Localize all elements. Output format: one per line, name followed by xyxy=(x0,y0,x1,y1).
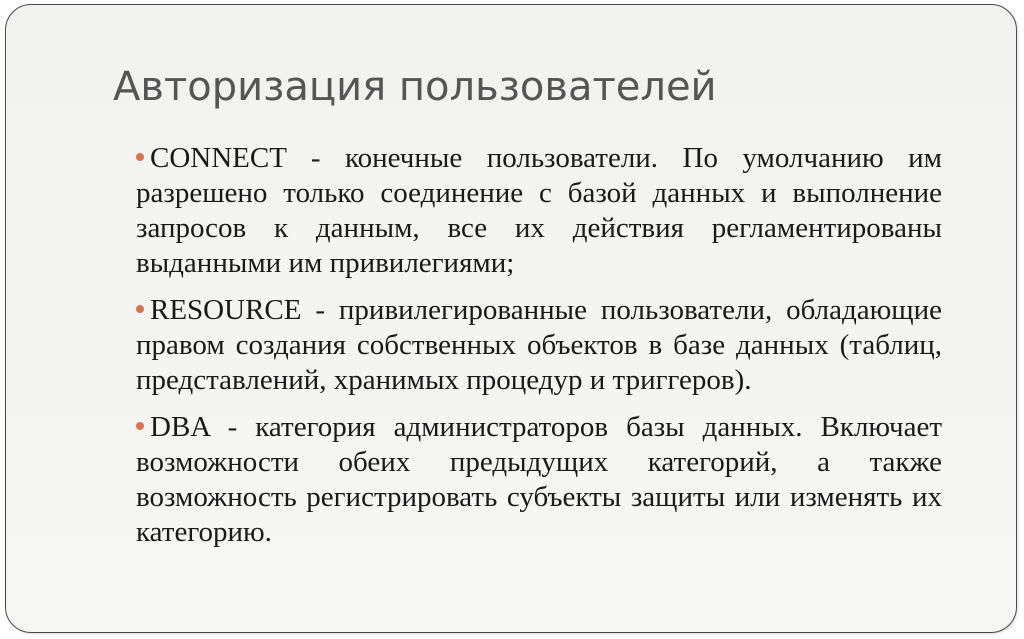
bullet-text: CONNECT - конечные пользователи. По умолчанию им разрешено только соединение с базой данных и выполнение запросов к данным, все их действия регламентированы выданными им привилегиями; xyxy=(136,142,942,279)
bullet-item-resource xyxy=(136,293,942,398)
bullet-text: DBA - категория администраторов базы данных. Включает возможности обеих предыдущих категорий, а также возможность регистрировать субъекты защиты или изменять их категорию. xyxy=(136,411,942,548)
bullet-item-dba xyxy=(136,410,942,550)
bullet-text: RESOURCE - привилегированные пользователи, обладающие правом создания собственных объектов в базе данных (таблиц, представлений, хранимых процедур и триггеров). xyxy=(136,294,942,396)
bullet-dot-icon xyxy=(136,422,144,430)
bullet-list xyxy=(136,141,942,562)
bullet-item-connect xyxy=(136,141,942,281)
bullet-dot-icon xyxy=(136,153,144,161)
bullet-dot-icon xyxy=(136,305,144,313)
slide-title: Авторизация пользователей xyxy=(113,64,717,110)
